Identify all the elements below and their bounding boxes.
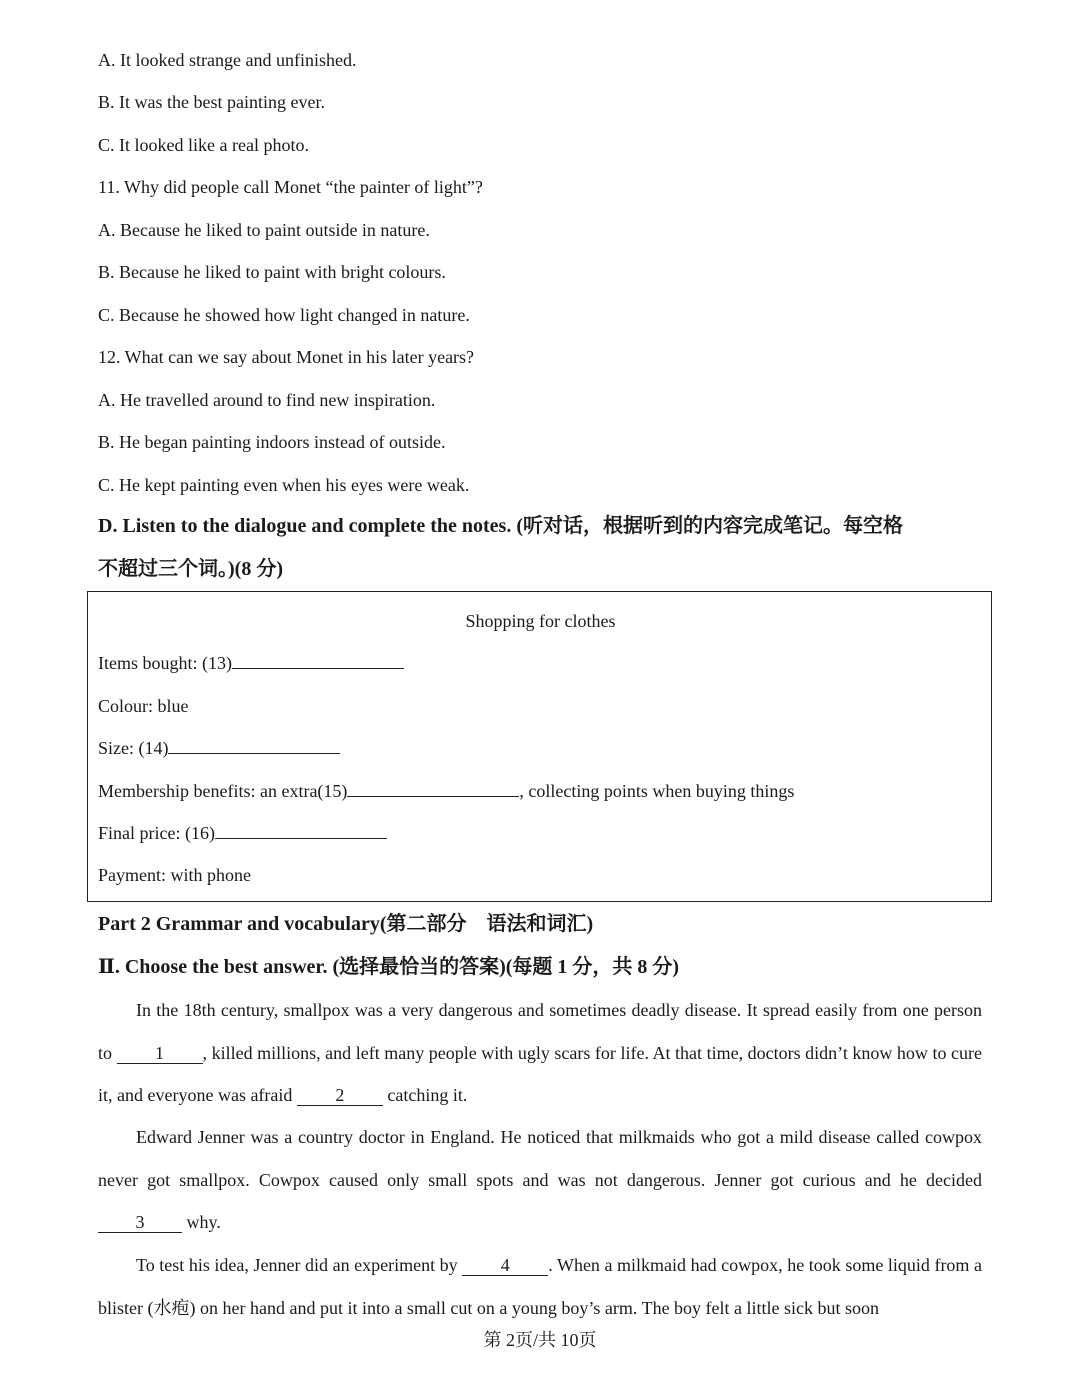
part2-subheading: Ⅱ. Choose the best answer. (选择最恰当的答案)(每题 1 分，共 8 分) [98, 956, 680, 978]
blank-2[interactable]: 2 [297, 1085, 383, 1106]
paragraph-text: Edward Jenner was a country doctor in England. He noticed that milkmaids who got a mild disease called cowpox never got smallpox. Cowpox caused only small spots and was not dangerous. Jenner got curious and he decided [98, 1127, 982, 1190]
page-number: 第 2页/共 10页 [483, 1330, 597, 1350]
blank-1[interactable]: 1 [117, 1043, 203, 1064]
option-text: A. He travelled around to find new inspiration. [98, 390, 436, 410]
blank-15[interactable] [347, 780, 519, 797]
option-text: A. It looked strange and unfinished. [98, 50, 357, 70]
section-d-heading-cont: 不超过三个词。)(8 分) [98, 558, 283, 580]
blank-16[interactable] [215, 822, 387, 839]
question-12: 12. What can we say about Monet in his later years? [98, 347, 475, 367]
paragraph-text: , killed millions, and left many people with ugly scars for life. At that time, doctors didn’t know how to cure it, and everyone was afraid [98, 1042, 982, 1105]
membership-label: Membership benefits: an extra(15) [98, 781, 348, 801]
notes-final-price [98, 822, 387, 844]
blank-14[interactable] [168, 737, 340, 754]
notes-title: Shopping for clothes [465, 611, 616, 631]
part2-heading: Part 2 Grammar and vocabulary(第二部分 语法和词汇) [98, 913, 594, 935]
option-text: C. He kept painting even when his eyes were weak. [98, 475, 470, 495]
paragraph-text: . When a milkmaid had cowpox, he took some liquid from a blister (水疱) on her hand and put it into a small cut on a young boy’s arm. The boy felt a little sick but soon [98, 1255, 982, 1318]
notes-membership [98, 780, 794, 802]
blank-3[interactable]: 3 [98, 1212, 182, 1233]
passage-paragraph-3 [98, 1244, 982, 1329]
option-text: C. It looked like a real photo. [98, 135, 309, 155]
size-label: Size: (14) [98, 738, 169, 758]
notes-payment: Payment: with phone [98, 865, 251, 885]
final-price-label: Final price: (16) [98, 823, 215, 843]
paragraph-text: catching it. [382, 1085, 468, 1105]
passage-paragraph-2 [98, 1116, 982, 1244]
passage-paragraph-1 [98, 989, 982, 1117]
paragraph-text: In the 18th century, smallpox was a very dangerous and sometimes deadly disease. It spread easily from one person to [98, 1000, 982, 1063]
notes-size [98, 737, 340, 759]
items-label: Items bought: (13) [98, 653, 232, 673]
option-text: C. Because he showed how light changed in nature. [98, 305, 470, 325]
blank-13[interactable] [232, 652, 404, 669]
option-text: B. It was the best painting ever. [98, 92, 325, 112]
notes-box [87, 591, 992, 902]
notes-items [98, 652, 404, 674]
option-text: A. Because he liked to paint outside in nature. [98, 220, 430, 240]
option-text: B. He began painting indoors instead of outside. [98, 432, 446, 452]
option-text: B. Because he liked to paint with bright colours. [98, 262, 446, 282]
paragraph-text: why. [182, 1212, 221, 1232]
blank-4[interactable]: 4 [462, 1255, 548, 1276]
paragraph-text: To test his idea, Jenner did an experiment by [136, 1255, 463, 1275]
notes-colour: Colour: blue [98, 696, 189, 716]
section-d-heading: D. Listen to the dialogue and complete the notes. (听对话，根据听到的内容完成笔记。每空格 [98, 515, 903, 537]
membership-tail: , collecting points when buying things [519, 781, 795, 801]
question-11: 11. Why did people call Monet “the painter of light”? [98, 177, 483, 197]
